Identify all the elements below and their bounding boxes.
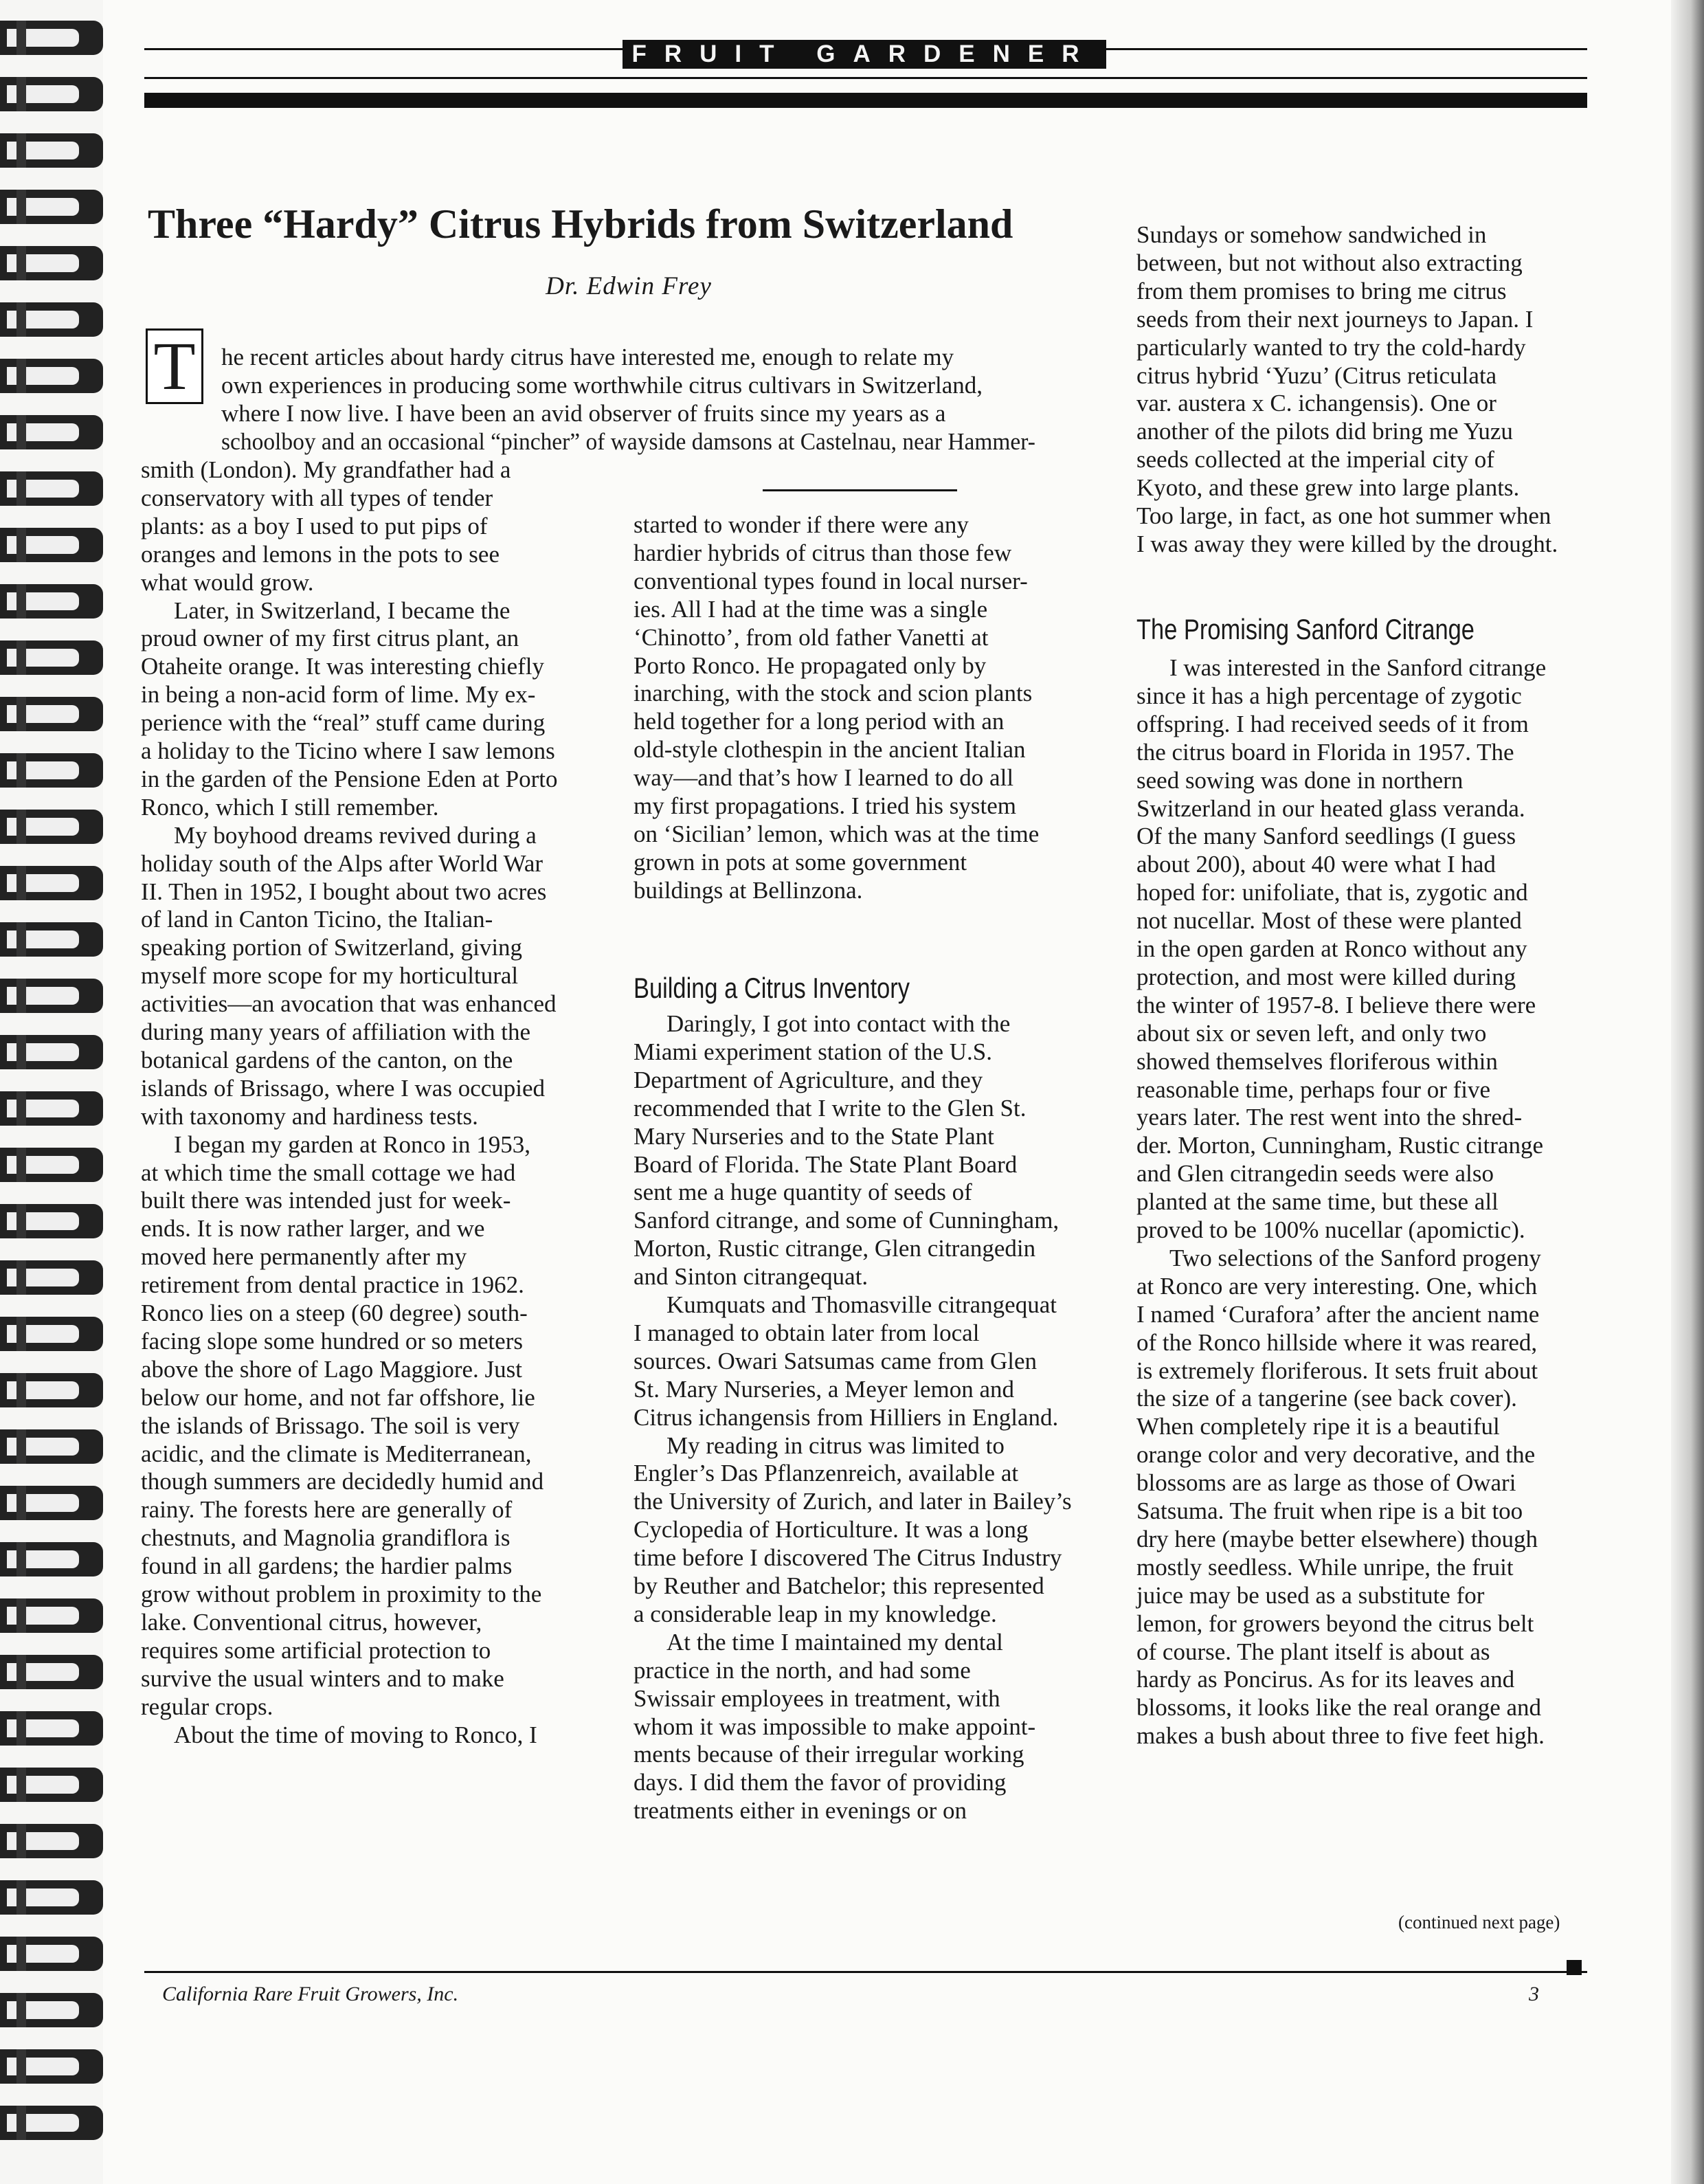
text-line: since it has a high percentage of zygotic	[1136, 682, 1522, 709]
text-line: acidic, and the climate is Mediterranean,	[141, 1440, 532, 1467]
binding-ring	[0, 1260, 103, 1295]
binding-ring	[0, 21, 103, 55]
text-line: grown in pots at some government	[634, 849, 967, 876]
text-line: I began my garden at Ronco in 1953,	[174, 1131, 531, 1158]
text-line: in being a non-acid form of lime. My ex-	[141, 681, 536, 708]
text-line: ies. All I had at the time was a single	[634, 596, 988, 623]
header-rule-bottom	[144, 77, 1587, 79]
text-line: the size of a tangerine (see back cover).	[1136, 1385, 1517, 1412]
binding-ring	[0, 1655, 103, 1689]
text-line: protection, and most were killed during	[1136, 963, 1516, 990]
text-line: from them promises to bring me citrus	[1136, 278, 1507, 304]
text-line: regular crops.	[141, 1693, 273, 1720]
text-line: about six or seven left, and only two	[1136, 1020, 1487, 1047]
binding-ring	[0, 584, 103, 619]
text-line: and Glen citrangedin seeds were also	[1136, 1160, 1494, 1187]
text-line: with taxonomy and hardiness tests.	[141, 1103, 478, 1130]
text-line: particularly wanted to try the cold-hardy	[1136, 334, 1526, 361]
text-line: Department of Agriculture, and they	[634, 1067, 983, 1093]
spiral-binding	[0, 0, 103, 2184]
text-line: what would grow.	[141, 569, 314, 596]
text-line: survive the usual winters and to make	[141, 1665, 504, 1692]
text-line: dry here (maybe better elsewhere) though	[1136, 1526, 1538, 1552]
text-line: where I now live. I have been an avid observer of fruits since my years as a	[221, 400, 946, 427]
text-line: rainy. The forests here are generally of	[141, 1496, 513, 1523]
text-line: years later. The rest went into the shred-	[1136, 1104, 1523, 1130]
text-line: At the time I maintained my dental	[666, 1629, 1003, 1656]
text-line: var. austera x C. ichangensis). One or	[1136, 390, 1496, 416]
text-line: Otaheite orange. It was interesting chiefly	[141, 653, 545, 680]
text-line: Miami experiment station of the U.S.	[634, 1038, 992, 1065]
subheading-promising-sanford-citrange: The Promising Sanford Citrange	[1136, 613, 1475, 645]
text-line: perience with the “real” stuff came during	[141, 709, 546, 736]
text-line: Kyoto, and these grew into large plants.	[1136, 474, 1520, 501]
text-line: inarching, with the stock and scion plants	[634, 680, 1033, 706]
text-line: requires some artificial protection to	[141, 1637, 491, 1664]
text-line: Of the many Sanford seedlings (I guess	[1136, 823, 1516, 849]
text-line: above the shore of Lago Maggiore. Just	[141, 1356, 522, 1383]
text-line: Sanford citrange, and some of Cunningham,	[634, 1207, 1060, 1234]
text-line: the University of Zurich, and later in Bailey’s	[634, 1488, 1072, 1515]
text-line: a holiday to the Ticino where I saw lemons	[141, 737, 555, 764]
text-line: is extremely floriferous. It sets fruit about	[1136, 1357, 1538, 1384]
text-line: When completely ripe it is a beautiful	[1136, 1413, 1500, 1440]
binding-ring	[0, 1824, 103, 1858]
binding-ring	[0, 302, 103, 337]
drop-cap: T	[146, 328, 203, 404]
binding-ring	[0, 1711, 103, 1746]
binding-ring	[0, 753, 103, 788]
text-line: ments because of their irregular working	[634, 1741, 1024, 1768]
binding-ring	[0, 133, 103, 168]
binding-ring	[0, 2049, 103, 2084]
text-line: way—and that’s how I learned to do all	[634, 764, 1014, 791]
text-line: seed sowing was done in northern	[1136, 767, 1464, 794]
binding-ring	[0, 359, 103, 393]
text-line: practice in the north, and had some	[634, 1657, 971, 1684]
text-line: Too large, in fact, as one hot summer when	[1136, 502, 1551, 529]
text-line: activities—an avocation that was enhanced	[141, 990, 557, 1017]
text-line: chestnuts, and Magnolia grandiflora is	[141, 1524, 511, 1551]
text-line: not nucellar. Most of these were planted	[1136, 907, 1522, 934]
text-line: Kumquats and Thomasville citrangequat	[666, 1291, 1057, 1318]
text-line: conventional types found in local nurser-	[634, 568, 1028, 594]
text-line: though summers are decidedly humid and	[141, 1468, 544, 1495]
text-line: hardier hybrids of citrus than those few	[634, 539, 1012, 566]
text-line: started to wonder if there were any	[634, 511, 969, 538]
text-line: whom it was impossible to make appoint-	[634, 1713, 1036, 1740]
page-edge-shadow	[1671, 0, 1704, 2184]
text-line: hoped for: unifoliate, that is, zygotic and	[1136, 879, 1528, 906]
text-line: in the open garden at Ronco without any	[1136, 935, 1527, 962]
text-line: found in all gardens; the hardier palms	[141, 1552, 513, 1579]
text-line: schoolboy and an occasional “pincher” of wayside damsons at Castelnau, near Hammer-	[221, 428, 1035, 455]
binding-ring	[0, 1204, 103, 1238]
binding-ring	[0, 697, 103, 731]
text-line: Morton, Rustic citrange, Glen citrangedin	[634, 1235, 1036, 1262]
text-line: Engler’s Das Pflanzenreich, available at	[634, 1460, 1019, 1486]
text-line: on ‘Sicilian’ lemon, which was at the time	[634, 821, 1040, 847]
text-line: Daringly, I got into contact with the	[666, 1010, 1011, 1037]
text-line: lemon, for growers beyond the citrus belt	[1136, 1610, 1534, 1637]
text-line: mostly seedless. While unripe, the fruit	[1136, 1554, 1514, 1581]
text-line: Board of Florida. The State Plant Board	[634, 1151, 1018, 1178]
text-line: the winter of 1957-8. I believe there were	[1136, 992, 1536, 1018]
binding-ring	[0, 1035, 103, 1069]
text-line: blossoms, it looks like the real orange and	[1136, 1694, 1542, 1721]
text-line: oranges and lemons in the pots to see	[141, 541, 500, 568]
text-line: in the garden of the Pensione Eden at Porto	[141, 766, 558, 792]
text-line: About the time of moving to Ronco, I	[174, 1721, 537, 1748]
text-line: about 200), about 40 were what I had	[1136, 851, 1496, 878]
text-line: Cyclopedia of Horticulture. It was a long	[634, 1516, 1029, 1543]
text-line: sent me a huge quantity of seeds of	[634, 1179, 972, 1205]
text-line: Satsuma. The fruit when ripe is a bit too	[1136, 1497, 1523, 1524]
binding-ring	[0, 2106, 103, 2140]
text-line: hardy as Poncirus. As for its leaves and	[1136, 1666, 1515, 1693]
binding-ring	[0, 1937, 103, 1971]
text-line: of course. The plant itself is about as	[1136, 1638, 1490, 1665]
text-line: II. Then in 1952, I bought about two acres	[141, 878, 547, 905]
text-line: built there was intended just for week-	[141, 1187, 511, 1214]
text-line: I was away they were killed by the drought.	[1136, 531, 1558, 557]
text-line: Ronco lies on a steep (60 degree) south-	[141, 1300, 528, 1326]
footer-mark	[1567, 1960, 1582, 1975]
text-line: speaking portion of Switzerland, giving	[141, 934, 523, 961]
binding-ring	[0, 1993, 103, 2027]
binding-ring	[0, 1542, 103, 1576]
text-line: he recent articles about hardy citrus have interested me, enough to relate my	[221, 344, 954, 370]
text-line: Two selections of the Sanford progeny	[1169, 1245, 1541, 1271]
binding-ring	[0, 922, 103, 957]
text-line: treatments either in evenings or on	[634, 1797, 967, 1824]
binding-ring	[0, 810, 103, 844]
text-line: St. Mary Nurseries, a Meyer lemon and	[634, 1376, 1015, 1403]
binding-ring	[0, 528, 103, 562]
binding-ring	[0, 190, 103, 224]
binding-ring	[0, 866, 103, 900]
text-line: myself more scope for my horticultural	[141, 962, 519, 989]
text-line: offspring. I had received seeds of it from	[1136, 711, 1529, 737]
binding-ring	[0, 415, 103, 449]
binding-ring	[0, 77, 103, 111]
binding-ring	[0, 640, 103, 675]
text-line: own experiences in producing some worthwhile citrus cultivars in Switzerland,	[221, 372, 983, 399]
text-line: between, but not without also extracting	[1136, 249, 1523, 276]
text-line: seeds collected at the imperial city of	[1136, 446, 1494, 473]
binding-ring	[0, 471, 103, 506]
header-bar	[144, 93, 1587, 108]
text-line: botanical gardens of the canton, on the	[141, 1047, 513, 1073]
section-header: FRUIT GARDENER	[623, 40, 1106, 69]
text-line: I managed to obtain later from local	[634, 1319, 980, 1346]
binding-ring	[0, 1880, 103, 1915]
binding-ring	[0, 1768, 103, 1802]
text-line: blossoms are as large as those of Owari	[1136, 1469, 1516, 1496]
text-line: moved here permanently after my	[141, 1243, 467, 1270]
text-line: Mary Nurseries and to the State Plant	[634, 1123, 994, 1150]
text-line: orange color and very decorative, and the	[1136, 1441, 1536, 1468]
text-line: at Ronco are very interesting. One, which	[1136, 1273, 1538, 1300]
text-line: the citrus board in Florida in 1957. The	[1136, 739, 1514, 766]
text-line: a considerable leap in my knowledge.	[634, 1601, 997, 1627]
binding-ring	[0, 1373, 103, 1407]
text-line: at which time the small cottage we had	[141, 1159, 516, 1186]
text-line: old-style clothespin in the ancient Italian	[634, 736, 1026, 763]
text-line: during many years of affiliation with the	[141, 1018, 530, 1045]
text-line: plants: as a boy I used to put pips of	[141, 513, 488, 539]
binding-ring	[0, 1091, 103, 1126]
text-line: juice may be used as a substitute for	[1136, 1582, 1485, 1609]
continued-notice: (continued next page)	[1398, 1912, 1560, 1932]
text-line: Ronco, which I still remember.	[141, 794, 439, 821]
text-line: facing slope some hundred or so meters	[141, 1328, 523, 1355]
text-line: My boyhood dreams revived during a	[174, 822, 537, 849]
binding-ring	[0, 1148, 103, 1182]
text-line: I named ‘Curafora’ after the ancient name	[1136, 1301, 1540, 1328]
text-line: of land in Canton Ticino, the Italian-	[141, 906, 493, 933]
text-line: days. I did them the favor of providing	[634, 1769, 1007, 1796]
text-line: reasonable time, perhaps four or five	[1136, 1076, 1491, 1103]
binding-ring	[0, 1598, 103, 1633]
text-line: of the Ronco hillside where it was reared,	[1136, 1329, 1538, 1356]
text-line: grow without problem in proximity to the	[141, 1581, 542, 1607]
text-line: Citrus ichangensis from Hilliers in England.	[634, 1404, 1059, 1431]
binding-ring	[0, 979, 103, 1013]
text-line: smith (London). My grandfather had a	[141, 456, 511, 483]
binding-ring	[0, 1429, 103, 1464]
text-line: Later, in Switzerland, I became the	[174, 597, 511, 624]
text-line: buildings at Bellinzona.	[634, 877, 863, 904]
text-line: and Sinton citrangequat.	[634, 1263, 868, 1290]
text-line: the islands of Brissago. The soil is very	[141, 1412, 520, 1439]
text-line: citrus hybrid ‘Yuzu’ (Citrus reticulata	[1136, 362, 1497, 389]
column-divider-rule	[763, 489, 957, 491]
text-line: islands of Brissago, where I was occupied	[141, 1075, 546, 1102]
text-line: time before I discovered The Citrus Industry	[634, 1544, 1062, 1571]
text-line: I was interested in the Sanford citrange	[1169, 654, 1547, 681]
text-line: My reading in citrus was limited to	[666, 1432, 1005, 1459]
article-author: Dr. Edwin Frey	[546, 272, 712, 300]
page-number: 3	[1529, 1983, 1539, 2005]
binding-ring	[0, 1317, 103, 1351]
binding-ring	[0, 1486, 103, 1520]
footer-rule	[144, 1971, 1587, 1973]
text-line: planted at the same time, but these all	[1136, 1188, 1499, 1215]
text-line: proved to be 100% nucellar (apomictic).	[1136, 1216, 1525, 1243]
text-line: Switzerland in our heated glass veranda.	[1136, 795, 1525, 822]
text-line: Porto Ronco. He propagated only by	[634, 652, 987, 679]
text-line: by Reuther and Batchelor; this represented	[634, 1572, 1044, 1599]
text-line: held together for a long period with an	[634, 708, 1005, 735]
text-line: recommended that I write to the Glen St.	[634, 1095, 1027, 1122]
text-line: sources. Owari Satsumas came from Glen	[634, 1348, 1038, 1374]
text-line: seeds from their next journeys to Japan. I	[1136, 306, 1534, 333]
text-line: my first propagations. I tried his system	[634, 792, 1017, 819]
text-line: ends. It is now rather larger, and we	[141, 1215, 485, 1242]
text-line: Swissair employees in treatment, with	[634, 1685, 1000, 1712]
text-line: der. Morton, Cunningham, Rustic citrange	[1136, 1132, 1543, 1159]
text-line: lake. Conventional citrus, however,	[141, 1609, 482, 1636]
text-line: ‘Chinotto’, from old father Vanetti at	[634, 624, 989, 651]
text-line: retirement from dental practice in 1962.	[141, 1271, 524, 1298]
text-line: another of the pilots did bring me Yuzu	[1136, 418, 1513, 445]
article-title: Three “Hardy” Citrus Hybrids from Switzerland	[148, 201, 1013, 247]
text-line: conservatory with all types of tender	[141, 484, 493, 511]
text-line: holiday south of the Alps after World War	[141, 850, 543, 877]
subheading-building-a-citrus-inventory: Building a Citrus Inventory	[634, 972, 910, 1004]
text-line: Sundays or somehow sandwiched in	[1136, 221, 1487, 248]
footer-publisher: California Rare Fruit Growers, Inc.	[162, 1983, 459, 2005]
text-line: makes a bush about three to five feet high.	[1136, 1722, 1545, 1749]
text-line: below our home, and not far offshore, lie	[141, 1384, 535, 1411]
text-line: showed themselves floriferous within	[1136, 1048, 1498, 1075]
text-line: proud owner of my first citrus plant, an	[141, 625, 519, 651]
